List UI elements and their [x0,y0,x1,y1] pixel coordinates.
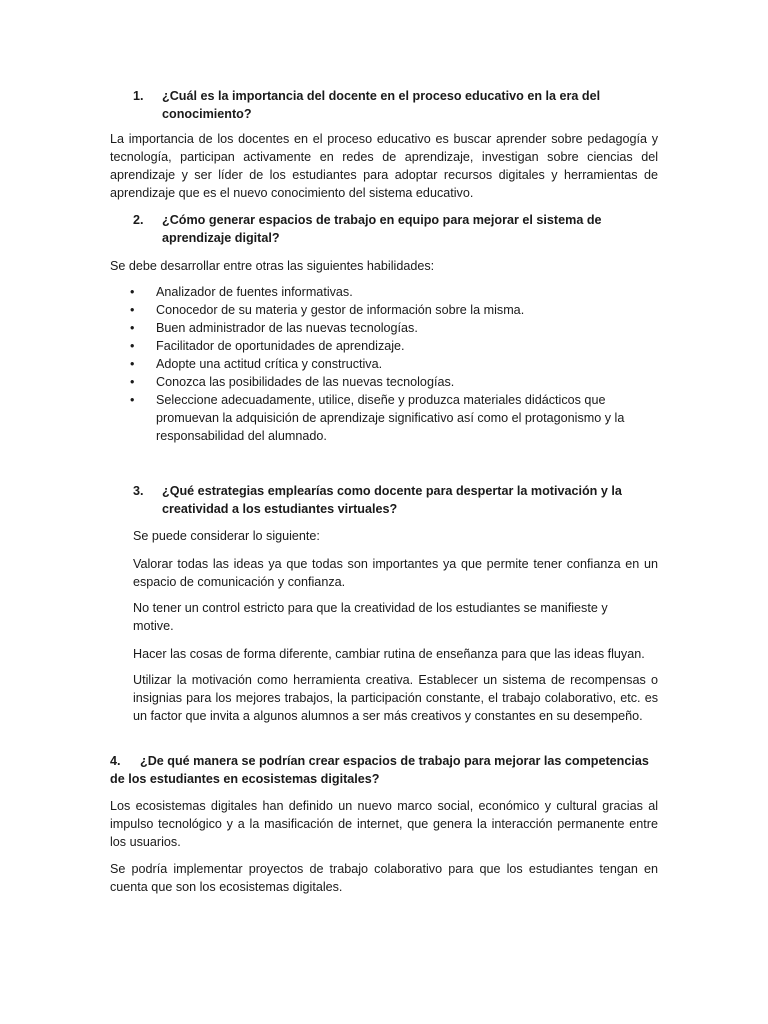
answer-3-intro: Se puede considerar lo siguiente: [133,529,320,543]
list-item [130,373,650,391]
list-item [130,391,650,445]
answer-1-paragraph: La importancia de los docentes en el proceso educativo es buscar aprender sobre pedagogía y tecnología, participan activamente en redes de aprendizaje, investigan sobre ciencias del aprendizaje y ser líder de los estudiantes para adoptar recursos digitales y herramientas de aprendizaje que es el nuevo conocimiento del sistema educativo. [110,132,658,200]
list-item [130,337,650,355]
bullet-icon: • [130,285,135,299]
question-4-text: ¿De qué manera se podrían crear espacios de trabajo para mejorar las competencias de los estudiantes en ecosistemas digitales? [110,754,649,786]
list-item [130,283,650,301]
list-item [130,355,650,373]
list-item-text: Conocedor de su materia y gestor de información sobre la misma. [156,303,525,317]
list-item [130,301,650,319]
answer-4-paragraph: Los ecosistemas digitales han definido un nuevo marco social, económico y cultural gracias al impulso tecnológico y a la masificación de internet, que genera la interacción permanente entre los usuarios. [110,799,658,849]
list-item-text: Facilitador de oportunidades de aprendizaje. [156,339,405,353]
question-4-number: 4. [110,754,121,768]
list-item-text: Buen administrador de las nuevas tecnologías. [156,321,418,335]
list-item [130,319,650,337]
list-item-text: Analizador de fuentes informativas. [156,285,353,299]
question-1-text: ¿Cuál es la importancia del docente en el proceso educativo en la era del conocimiento? [162,89,601,121]
answer-3-paragraph: Valorar todas las ideas ya que todas son importantes ya que permite tener confianza en un espacio de comunicación y confianza. [133,557,658,589]
answer-4-paragraph: Se podría implementar proyectos de trabajo colaborativo para que los estudiantes tengan en cuenta que son los ecosistemas digitales. [110,862,658,894]
question-2-text: ¿Cómo generar espacios de trabajo en equipo para mejorar el sistema de aprendizaje digital? [162,213,602,245]
bullet-icon: • [130,321,135,335]
skills-bullet-list [130,283,650,445]
question-2-number: 2. [133,213,144,227]
answer-3-paragraph: Utilizar la motivación como herramienta creativa. Establecer un sistema de recompensas o insignias para los mejores trabajos, la participación constante, el trabajo colaborativo, etc. es un factor que invita a algunos alumnos a ser más creativos y constantes en su desempeño. [133,673,658,723]
bullet-icon: • [130,393,135,407]
bullet-icon: • [130,303,135,317]
answer-2-intro: Se debe desarrollar entre otras las siguientes habilidades: [110,259,435,273]
list-item-text: Adopte una actitud crítica y constructiva. [156,357,383,371]
bullet-icon: • [130,357,135,371]
question-1-number: 1. [133,89,144,103]
question-3-text: ¿Qué estrategias emplearías como docente para despertar la motivación y la creatividad a los estudiantes virtuales? [162,484,622,516]
answer-3-paragraph: Hacer las cosas de forma diferente, cambiar rutina de enseñanza para que las ideas fluyan. [133,647,645,661]
answer-3-paragraph: No tener un control estricto para que la creatividad de los estudiantes se manifieste y motive. [133,601,608,633]
question-3-number: 3. [133,484,144,498]
bullet-icon: • [130,339,135,353]
list-item-text: Conozca las posibilidades de las nuevas tecnologías. [156,375,455,389]
list-item-text: Seleccione adecuadamente, utilice, diseñe y produzca materiales didácticos que promuevan la adquisición de aprendizaje significativo así como el protagonismo y la responsabilidad del alumnado. [156,393,625,443]
bullet-icon: • [130,375,135,389]
